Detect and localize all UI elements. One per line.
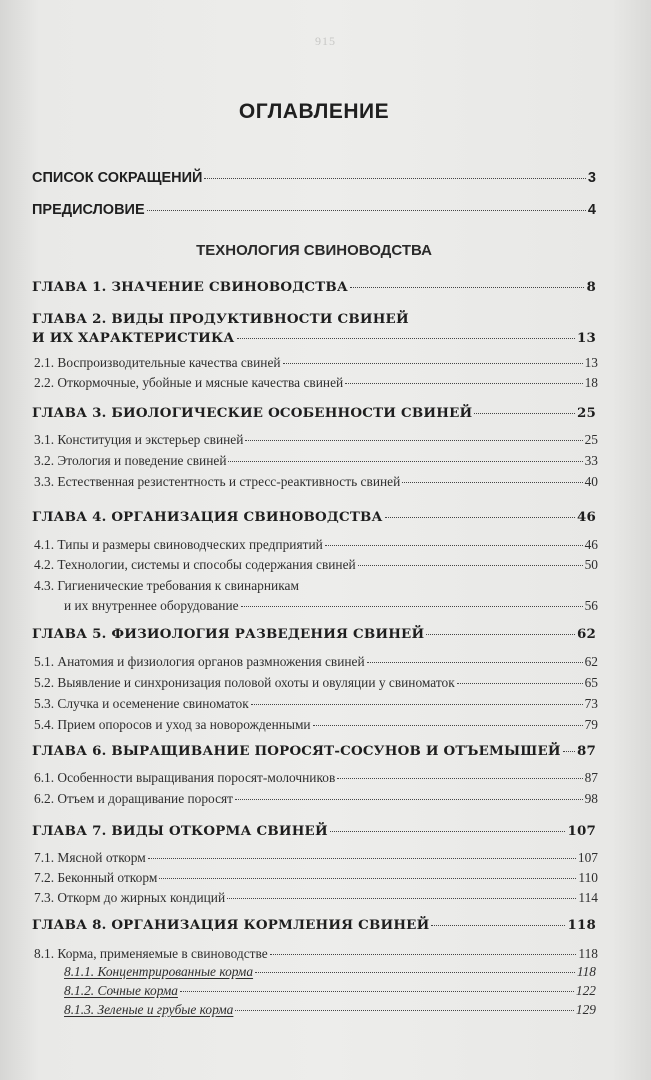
toc-subsection-8-1-2[interactable]: [32, 983, 596, 999]
section-page: 79: [584, 717, 598, 732]
section-page: 110: [578, 870, 598, 885]
dot-leader: [245, 440, 582, 441]
toc-section-8-1[interactable]: [32, 946, 598, 962]
section-page: 25: [584, 432, 598, 447]
section-label: 4.2. Технологии, системы и способы содержания свиней: [34, 557, 356, 572]
toc-section-4-3-cont[interactable]: [32, 598, 598, 614]
section-label: 7.1. Мясной откорм: [34, 850, 146, 865]
section-label: 2.2. Откормочные, убойные и мясные качества свиней: [34, 375, 344, 390]
section-page: 87: [584, 770, 598, 785]
dot-leader: [431, 925, 565, 926]
toc-entry-abbreviations[interactable]: [32, 170, 596, 186]
dot-leader: [227, 898, 576, 899]
toc-subsection-8-1-1[interactable]: [32, 964, 596, 980]
toc-title: ОГЛАВЛЕНИЕ: [238, 100, 390, 123]
dot-leader: [474, 413, 575, 414]
dot-leader: [228, 461, 582, 462]
toc-chapter-3[interactable]: [32, 405, 596, 421]
dot-leader: [426, 634, 575, 635]
toc-chapter-8[interactable]: [32, 917, 596, 933]
section-label: 3.2. Этология и поведение свиней: [34, 453, 227, 468]
toc-section-5-1[interactable]: [32, 654, 598, 670]
subsection-label: 8.1.1. Концентрированные корма: [64, 964, 254, 979]
section-label: 7.2. Беконный откорм: [34, 870, 158, 885]
dot-leader: [457, 683, 583, 684]
dot-leader: [345, 383, 582, 384]
dot-leader: [350, 287, 584, 288]
section-label: 5.3. Случка и осеменение свиноматок: [34, 696, 249, 711]
section-page: 98: [584, 791, 598, 806]
dot-leader: [241, 606, 583, 607]
section-label-cont: и их внутреннее оборудование: [64, 598, 239, 613]
toc-section-4-1[interactable]: [32, 537, 598, 553]
dot-leader: [330, 831, 566, 832]
section-page: 46: [584, 537, 598, 552]
toc-chapter-6[interactable]: [32, 743, 596, 759]
toc-chapter-2[interactable]: [32, 311, 596, 327]
toc-subsection-8-1-3[interactable]: [32, 1002, 596, 1018]
section-label: 3.1. Конституция и экстерьер свиней: [34, 432, 244, 447]
toc-section-5-2[interactable]: [32, 675, 598, 691]
dot-leader: [159, 878, 576, 879]
dot-leader: [235, 1010, 574, 1011]
chapter-page: 107: [567, 823, 596, 839]
chapter-page: 87: [576, 743, 596, 759]
dot-leader: [402, 482, 582, 483]
toc-chapter-1[interactable]: [32, 279, 596, 295]
dot-leader: [385, 517, 575, 518]
section-label: 2.1. Воспроизводительные качества свиней: [34, 355, 281, 370]
dot-leader: [148, 858, 576, 859]
toc-section-7-2[interactable]: [32, 870, 598, 886]
chapter-page: 62: [576, 626, 596, 642]
chapter-title-cont: И ИХ ХАРАКТЕРИСТИКА: [32, 330, 235, 346]
section-label: 5.2. Выявление и синхронизация половой охоты и овуляции у свиноматок: [34, 675, 455, 690]
chapter-page: 8: [586, 279, 596, 295]
section-page: 73: [584, 696, 598, 711]
section-label: 5.1. Анатомия и физиология органов размножения свиней: [34, 654, 365, 669]
toc-section-2-2[interactable]: [32, 375, 598, 391]
dot-leader: [255, 972, 575, 973]
section-label: 4.3. Гигиенические требования к свинарникам: [34, 578, 299, 593]
toc-section-3-3[interactable]: [32, 474, 598, 490]
section-label: 4.1. Типы и размеры свиноводческих предприятий: [34, 537, 323, 552]
chapter-title: ГЛАВА 8. ОРГАНИЗАЦИЯ КОРМЛЕНИЯ СВИНЕЙ: [32, 917, 430, 933]
chapter-title: ГЛАВА 2. ВИДЫ ПРОДУКТИВНОСТИ СВИНЕЙ: [32, 311, 409, 327]
toc-section-4-2[interactable]: [32, 557, 598, 573]
subsection-page: 122: [575, 983, 596, 998]
toc-chapter-2-cont[interactable]: [32, 330, 596, 346]
subsection-label: 8.1.2. Сочные корма: [64, 983, 178, 998]
toc-section-7-3[interactable]: [32, 890, 598, 906]
toc-section-3-1[interactable]: [32, 432, 598, 448]
dot-leader: [251, 704, 583, 705]
dot-leader: [237, 338, 575, 339]
section-page: 107: [577, 850, 598, 865]
chapter-page: 118: [567, 917, 596, 933]
section-page: 62: [584, 654, 598, 669]
toc-section-6-2[interactable]: [32, 791, 598, 807]
subsection-page: 129: [575, 1002, 596, 1017]
part-title: ТЕХНОЛОГИЯ СВИНОВОДСТВА: [196, 242, 432, 259]
section-page: 33: [584, 453, 598, 468]
toc-entry-preface[interactable]: [32, 202, 596, 218]
dot-leader: [367, 662, 583, 663]
section-label: 3.3. Естественная резистентность и стресс-реактивность свиней: [34, 474, 401, 489]
section-page: 65: [584, 675, 598, 690]
toc-entry-label: ПРЕДИСЛОВИЕ: [32, 202, 145, 218]
dot-leader: [313, 725, 583, 726]
section-label: 7.3. Откорм до жирных кондиций: [34, 890, 226, 905]
section-page: 56: [584, 598, 598, 613]
section-page: 13: [584, 355, 598, 370]
subsection-page: 118: [576, 964, 596, 979]
toc-entry-label: СПИСОК СОКРАЩЕНИЙ: [32, 170, 203, 186]
dot-leader: [283, 363, 583, 364]
toc-section-7-1[interactable]: [32, 850, 598, 866]
toc-section-5-4[interactable]: [32, 717, 598, 733]
section-label: 5.4. Прием опоросов и уход за новорожденными: [34, 717, 311, 732]
toc-chapter-4[interactable]: [32, 509, 596, 525]
section-page: 40: [584, 474, 598, 489]
chapter-title: ГЛАВА 1. ЗНАЧЕНИЕ СВИНОВОДСТВА: [32, 279, 349, 295]
section-label: 6.2. Отъем и доращивание поросят: [34, 791, 234, 806]
dot-leader: [180, 991, 574, 992]
section-page: 118: [578, 946, 598, 961]
page-number: 915: [315, 34, 336, 48]
chapter-page: 25: [576, 405, 596, 421]
section-label: 8.1. Корма, применяемые в свиноводстве: [34, 946, 268, 961]
toc-chapter-5[interactable]: [32, 626, 596, 642]
subsection-label: 8.1.3. Зеленые и грубые корма: [64, 1002, 234, 1017]
toc-section-6-1[interactable]: [32, 770, 598, 786]
chapter-title: ГЛАВА 3. БИОЛОГИЧЕСКИЕ ОСОБЕННОСТИ СВИНЕЙ: [32, 405, 473, 421]
dot-leader: [270, 954, 577, 955]
section-page: 18: [584, 375, 598, 390]
toc-entry-page: 3: [587, 170, 596, 186]
section-page: 50: [584, 557, 598, 572]
dot-leader: [563, 751, 575, 752]
chapter-page: 13: [576, 330, 596, 346]
toc-section-2-1[interactable]: [32, 355, 598, 371]
dot-leader: [147, 210, 586, 211]
dot-leader: [235, 799, 583, 800]
dot-leader: [325, 545, 583, 546]
toc-section-4-3[interactable]: [32, 578, 598, 594]
section-page: 114: [578, 890, 598, 905]
chapter-page: 46: [576, 509, 596, 525]
chapter-title: ГЛАВА 5. ФИЗИОЛОГИЯ РАЗВЕДЕНИЯ СВИНЕЙ: [32, 626, 425, 642]
toc-section-5-3[interactable]: [32, 696, 598, 712]
chapter-title: ГЛАВА 4. ОРГАНИЗАЦИЯ СВИНОВОДСТВА: [32, 509, 383, 525]
dot-leader: [204, 178, 585, 179]
toc-chapter-7[interactable]: [32, 823, 596, 839]
chapter-title: ГЛАВА 7. ВИДЫ ОТКОРМА СВИНЕЙ: [32, 823, 328, 839]
toc-section-3-2[interactable]: [32, 453, 598, 469]
dot-leader: [337, 778, 582, 779]
section-label: 6.1. Особенности выращивания поросят-молочников: [34, 770, 336, 785]
dot-leader: [358, 565, 583, 566]
toc-entry-page: 4: [587, 202, 596, 218]
chapter-title: ГЛАВА 6. ВЫРАЩИВАНИЕ ПОРОСЯТ-СОСУНОВ И ОТЪЕМЫШЕЙ: [32, 743, 561, 759]
